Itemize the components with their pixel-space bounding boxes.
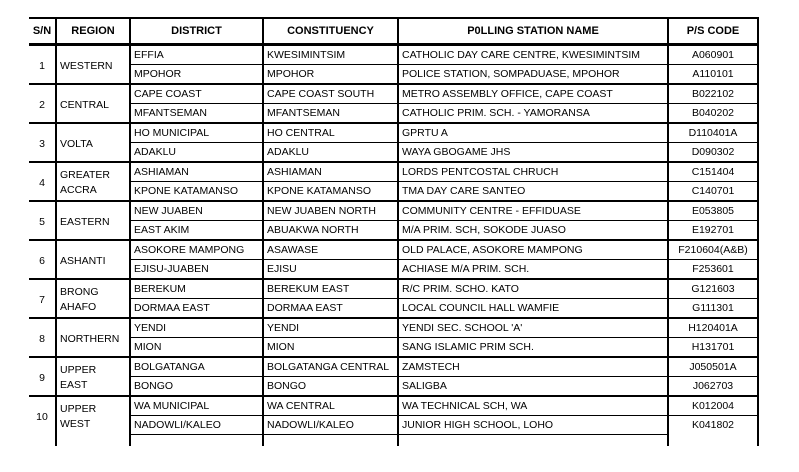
- cell-district: CAPE COAST: [130, 84, 263, 104]
- cell-region: EASTERN: [56, 201, 130, 240]
- cell-constituency: ADAKLU: [263, 143, 398, 163]
- header-district: DISTRICT: [130, 18, 263, 45]
- cell-constituency: BONGO: [263, 377, 398, 397]
- cell-ps-code: B040202: [668, 104, 758, 124]
- cell-ps-code: H120401A: [668, 318, 758, 338]
- table-row: [29, 104, 758, 124]
- cell-polling-station: YENDI SEC. SCHOOL 'A': [398, 318, 668, 338]
- cell-district: HO MUNICIPAL: [130, 123, 263, 143]
- table-row: [29, 65, 758, 85]
- cell-district: MPOHOR: [130, 65, 263, 85]
- cell-ps-code: K041802: [668, 416, 758, 435]
- cell-polling-station: SANG ISLAMIC PRIM SCH.: [398, 338, 668, 358]
- cell-ps-code: C140701: [668, 182, 758, 202]
- cell-sn: 9: [29, 357, 56, 396]
- table-row: [29, 260, 758, 280]
- cell-polling-station: ACHIASE M/A PRIM. SCH.: [398, 260, 668, 280]
- table-row: [29, 279, 758, 299]
- tail-cell: [263, 435, 398, 446]
- cell-district: MION: [130, 338, 263, 358]
- cell-region: GREATER ACCRA: [56, 162, 130, 201]
- cell-district: EFFIA: [130, 45, 263, 65]
- cell-sn: 10: [29, 396, 56, 435]
- cell-region: NORTHERN: [56, 318, 130, 357]
- cell-ps-code: G111301: [668, 299, 758, 319]
- cell-polling-station: METRO ASSEMBLY OFFICE, CAPE COAST: [398, 84, 668, 104]
- cell-region: BRONG AHAFO: [56, 279, 130, 318]
- cell-district: EJISU-JUABEN: [130, 260, 263, 280]
- cell-polling-station: CATHOLIC PRIM. SCH. - YAMORANSA: [398, 104, 668, 124]
- cell-district: MFANTSEMAN: [130, 104, 263, 124]
- tail-cell: [29, 435, 56, 446]
- cell-sn: 4: [29, 162, 56, 201]
- cell-constituency: EJISU: [263, 260, 398, 280]
- cell-constituency: CAPE COAST SOUTH: [263, 84, 398, 104]
- cell-ps-code: J062703: [668, 377, 758, 397]
- cell-district: ASOKORE MAMPONG: [130, 240, 263, 260]
- cell-ps-code: E053805: [668, 201, 758, 221]
- cell-ps-code: B022102: [668, 84, 758, 104]
- table-row: [29, 240, 758, 260]
- cell-sn: 3: [29, 123, 56, 162]
- cell-polling-station: ZAMSTECH: [398, 357, 668, 377]
- cell-constituency: WA CENTRAL: [263, 396, 398, 416]
- cell-district: BEREKUM: [130, 279, 263, 299]
- cell-district: BONGO: [130, 377, 263, 397]
- tail-cell: [130, 435, 263, 446]
- cell-ps-code: C151404: [668, 162, 758, 182]
- cell-ps-code: F210604(A&B): [668, 240, 758, 260]
- cell-district: DORMAA EAST: [130, 299, 263, 319]
- cell-polling-station: WA TECHNICAL SCH, WA: [398, 396, 668, 416]
- table-row: [29, 396, 758, 416]
- cell-region: VOLTA: [56, 123, 130, 162]
- table-row: [29, 338, 758, 358]
- cell-sn: 7: [29, 279, 56, 318]
- cell-constituency: ABUAKWA NORTH: [263, 221, 398, 241]
- header-ps-code: P/S CODE: [668, 18, 758, 45]
- cell-district: NEW JUABEN: [130, 201, 263, 221]
- cell-ps-code: G121603: [668, 279, 758, 299]
- header-polling-station-name: P0LLING STATION NAME: [398, 18, 668, 45]
- cell-polling-station: OLD PALACE, ASOKORE MAMPONG: [398, 240, 668, 260]
- cell-polling-station: POLICE STATION, SOMPADUASE, MPOHOR: [398, 65, 668, 85]
- cell-district: NADOWLI/KALEO: [130, 416, 263, 435]
- cell-constituency: MION: [263, 338, 398, 358]
- cell-ps-code: J050501A: [668, 357, 758, 377]
- header-constituency: CONSTITUENCY: [263, 18, 398, 45]
- cell-district: ADAKLU: [130, 143, 263, 163]
- table-row: [29, 201, 758, 221]
- table-row: [29, 357, 758, 377]
- cell-polling-station: CATHOLIC DAY CARE CENTRE, KWESIMINTSIM: [398, 45, 668, 65]
- cell-region: UPPER WEST: [56, 396, 130, 435]
- cell-polling-station: JUNIOR HIGH SCHOOL, LOHO: [398, 416, 668, 435]
- cell-polling-station: LORDS PENTCOSTAL CHRUCH: [398, 162, 668, 182]
- cell-district: KPONE KATAMANSO: [130, 182, 263, 202]
- table-row: [29, 377, 758, 397]
- cell-ps-code: K012004: [668, 396, 758, 416]
- cell-ps-code: D090302: [668, 143, 758, 163]
- cell-district: YENDI: [130, 318, 263, 338]
- cell-polling-station: COMMUNITY CENTRE - EFFIDUASE: [398, 201, 668, 221]
- table-header-row: [29, 18, 758, 45]
- cell-ps-code: H131701: [668, 338, 758, 358]
- cell-ps-code: E192701: [668, 221, 758, 241]
- cell-ps-code: F253601: [668, 260, 758, 280]
- cell-polling-station: SALIGBA: [398, 377, 668, 397]
- cell-constituency: BOLGATANGA CENTRAL: [263, 357, 398, 377]
- cell-district: BOLGATANGA: [130, 357, 263, 377]
- cell-polling-station: LOCAL COUNCIL HALL WAMFIE: [398, 299, 668, 319]
- cell-ps-code: D110401A: [668, 123, 758, 143]
- tail-cell: [56, 435, 130, 446]
- cell-sn: 1: [29, 45, 56, 85]
- cell-ps-code: A110101: [668, 65, 758, 85]
- cell-region: WESTERN: [56, 45, 130, 85]
- cell-constituency: HO CENTRAL: [263, 123, 398, 143]
- header-region: REGION: [56, 18, 130, 45]
- cell-region: ASHANTI: [56, 240, 130, 279]
- cell-ps-code: A060901: [668, 45, 758, 65]
- cell-constituency: BEREKUM EAST: [263, 279, 398, 299]
- cell-constituency: KWESIMINTSIM: [263, 45, 398, 65]
- tail-cell: [668, 435, 758, 446]
- cell-district: EAST AKIM: [130, 221, 263, 241]
- cell-polling-station: R/C PRIM. SCHO. KATO: [398, 279, 668, 299]
- table-row: [29, 416, 758, 435]
- cell-polling-station: M/A PRIM. SCH, SOKODE JUASO: [398, 221, 668, 241]
- cell-constituency: MFANTSEMAN: [263, 104, 398, 124]
- cell-constituency: YENDI: [263, 318, 398, 338]
- table-row: [29, 45, 758, 65]
- header-sn: S/N: [29, 18, 56, 45]
- cell-constituency: NEW JUABEN NORTH: [263, 201, 398, 221]
- table-row: [29, 299, 758, 319]
- cell-district: ASHIAMAN: [130, 162, 263, 182]
- polling-stations-table: [29, 17, 759, 446]
- cell-constituency: MPOHOR: [263, 65, 398, 85]
- cell-constituency: ASHIAMAN: [263, 162, 398, 182]
- table-row: [29, 318, 758, 338]
- cell-polling-station: GPRTU A: [398, 123, 668, 143]
- cell-constituency: KPONE KATAMANSO: [263, 182, 398, 202]
- cell-district: WA MUNICIPAL: [130, 396, 263, 416]
- table-row: [29, 182, 758, 202]
- cell-polling-station: TMA DAY CARE SANTEO: [398, 182, 668, 202]
- cell-region: CENTRAL: [56, 84, 130, 123]
- cell-sn: 6: [29, 240, 56, 279]
- cell-region: UPPER EAST: [56, 357, 130, 396]
- table-tail-strip: [29, 435, 758, 446]
- table-row: [29, 84, 758, 104]
- cell-sn: 5: [29, 201, 56, 240]
- cell-polling-station: WAYA GBOGAME JHS: [398, 143, 668, 163]
- table-row: [29, 123, 758, 143]
- cell-constituency: ASAWASE: [263, 240, 398, 260]
- table-row: [29, 143, 758, 163]
- cell-constituency: DORMAA EAST: [263, 299, 398, 319]
- table-row: [29, 221, 758, 241]
- table-row: [29, 162, 758, 182]
- cell-sn: 2: [29, 84, 56, 123]
- cell-constituency: NADOWLI/KALEO: [263, 416, 398, 435]
- cell-sn: 8: [29, 318, 56, 357]
- tail-cell: [398, 435, 668, 446]
